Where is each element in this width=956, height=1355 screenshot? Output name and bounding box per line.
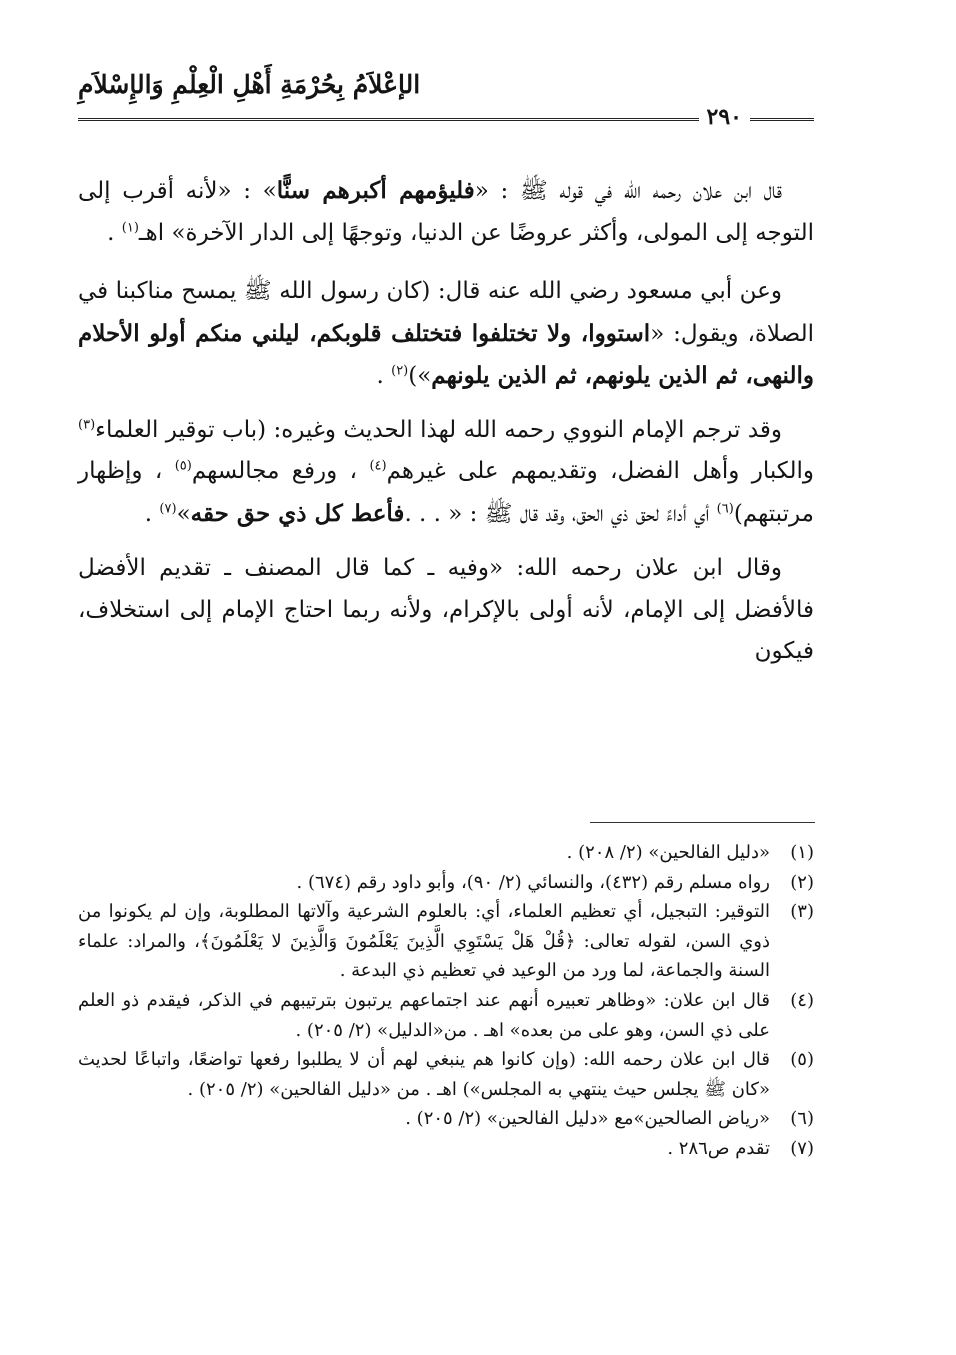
hadith-quote: فليؤمهم أكبرهم سنًّا bbox=[276, 177, 475, 204]
paragraph bbox=[78, 548, 814, 673]
text-segment: ، وإظهار مرتبتهم) bbox=[78, 458, 814, 527]
text-segment: » bbox=[176, 500, 191, 527]
text-segment: . bbox=[144, 500, 160, 527]
footnote-item bbox=[78, 1134, 814, 1164]
footnote-text: قال ابن علان: «وظاهر تعبيره أنهم عند اجتماعهم يرتبون بترتيبهم في الذكر، فيقدم ذو العلم على ذي السن، وهو على من بعده» اهـ . من«الدليل» (٢/ ٢٠٥) . bbox=[78, 989, 770, 1041]
footnote-number: (٥) bbox=[790, 1049, 814, 1071]
text-segment: قال ابن علان رحمه الله في قوله ﷺ : « bbox=[474, 178, 782, 204]
text-segment: أي أداءً لحق ذي الحق، وقد قال ﷺ : « . . . bbox=[404, 500, 717, 527]
main-text bbox=[78, 170, 814, 673]
footnote-ref[interactable]: (٧) bbox=[159, 500, 177, 516]
text-segment: وقال ابن علان رحمه الله: «وفيه ـ كما قال المصنف ـ تقديم الأفضل فالأفضل إلى الإمام، لأنه أولى بالإكرام، ولأنه ربما احتاج الإمام إلى استخلاف، فيكون bbox=[78, 555, 814, 664]
footnote-text: قال ابن علان رحمه الله: (وإن كانوا هم ينبغي لهم أن لا يطلبوا رفعها تواضعًا، واتباعًا لحديث «كان ﷺ يجلس حيث ينتهي به المجلس») اهـ . من «دليل الفالحين» (٢/ ٢٠٥) . bbox=[78, 1049, 770, 1100]
footnote-ref[interactable]: (٢) bbox=[391, 363, 409, 379]
text-segment: ، ورفع مجالسهم bbox=[191, 458, 370, 484]
footnote-text: التوقير: التبجيل، أي تعظيم العلماء، أي: بالعلوم الشرعية وآلاتها المطلوبة، وإن لم يكونوا من ذوي السن، لقوله تعالى: ﴿قُلْ هَلْ يَسْتَوِي الَّذِينَ يَعْلَمُونَ وَالَّذِينَ لا يَعْلَمُونَ﴾، والمراد: علماء السنة والجماعة، لما ورد من الوعيد في تعظيم ذي البدعة . bbox=[78, 901, 770, 982]
paragraph bbox=[78, 271, 814, 398]
running-title: الإعْلاَمُ بِحُرْمَةِ أَهْلِ الْعِلْمِ وَالإِسْلاَمِ bbox=[78, 70, 421, 99]
page-number: ٢٩٠ bbox=[699, 102, 750, 132]
paragraph bbox=[78, 170, 814, 254]
footnote-separator bbox=[590, 822, 815, 823]
footnote-number: (٣) bbox=[790, 901, 814, 923]
footnote-number: (٤) bbox=[790, 989, 814, 1011]
footnote-ref[interactable]: (٥) bbox=[174, 458, 192, 474]
paragraph bbox=[78, 410, 814, 536]
footnote-text: «دليل الفالحين» (٢/ ٢٠٨) . bbox=[566, 842, 770, 863]
footnote-ref[interactable]: (٦) bbox=[716, 500, 734, 516]
footnote-number: (٧) bbox=[790, 1137, 814, 1159]
footnote-text: رواه مسلم رقم (٤٣٢)، والنسائي (٢/ ٩٠)، وأبو داود رقم (٦٧٤) . bbox=[296, 871, 770, 893]
footnote-text: تقدم ص٢٨٦ . bbox=[667, 1137, 770, 1159]
text-segment: ») bbox=[408, 363, 432, 389]
hadith-quote: فأعط كل ذي حق حقه bbox=[190, 499, 405, 527]
footnote-ref[interactable]: (٣) bbox=[78, 416, 96, 432]
footnote-item bbox=[78, 986, 814, 1045]
footnote-item bbox=[78, 868, 814, 898]
hadith-quote: استووا، ولا تختلفوا فتختلف قلوبكم، ليلني منكم أولو الأحلام والنهى، ثم الذين يلونهم، ثم الذين يلونهم bbox=[78, 319, 814, 389]
text-segment: وعن أبي مسعود رضي الله عنه قال: (كان رسول الله ﷺ يمسح مناكبنا في الصلاة، ويقول: « bbox=[78, 278, 814, 347]
footnote-item bbox=[78, 1045, 814, 1104]
footnote-item bbox=[78, 838, 814, 868]
footnote-number: (٢) bbox=[790, 871, 814, 893]
footnote-number: (١) bbox=[790, 842, 814, 863]
text-segment: وقد ترجم الإمام النووي رحمه الله لهذا الحديث وغيره: (باب توقير العلماء bbox=[95, 416, 782, 443]
footnotes bbox=[78, 838, 814, 1164]
footnote-item bbox=[78, 897, 814, 986]
footnote-ref[interactable]: (١) bbox=[121, 219, 139, 235]
footnote-ref[interactable]: (٤) bbox=[369, 458, 387, 474]
text-segment: والكبار وأهل الفضل، وتقديمهم على غيرهم bbox=[386, 458, 814, 484]
footnote-text: «رياض الصالحين»مع «دليل الفالحين» (٢/ ٢٠٥) . bbox=[405, 1108, 770, 1130]
page-header bbox=[78, 64, 814, 136]
footnote-item bbox=[78, 1104, 814, 1134]
text-segment: . bbox=[107, 219, 122, 246]
text-segment: » : «لأنه أقرب إلى التوجه إلى المولى، وأكثر عروضًا عن الدنيا، وتوجهًا إلى الدار الآخرة» اهـ bbox=[78, 178, 814, 246]
text-segment: . bbox=[376, 363, 392, 389]
footnote-number: (٦) bbox=[790, 1108, 814, 1130]
